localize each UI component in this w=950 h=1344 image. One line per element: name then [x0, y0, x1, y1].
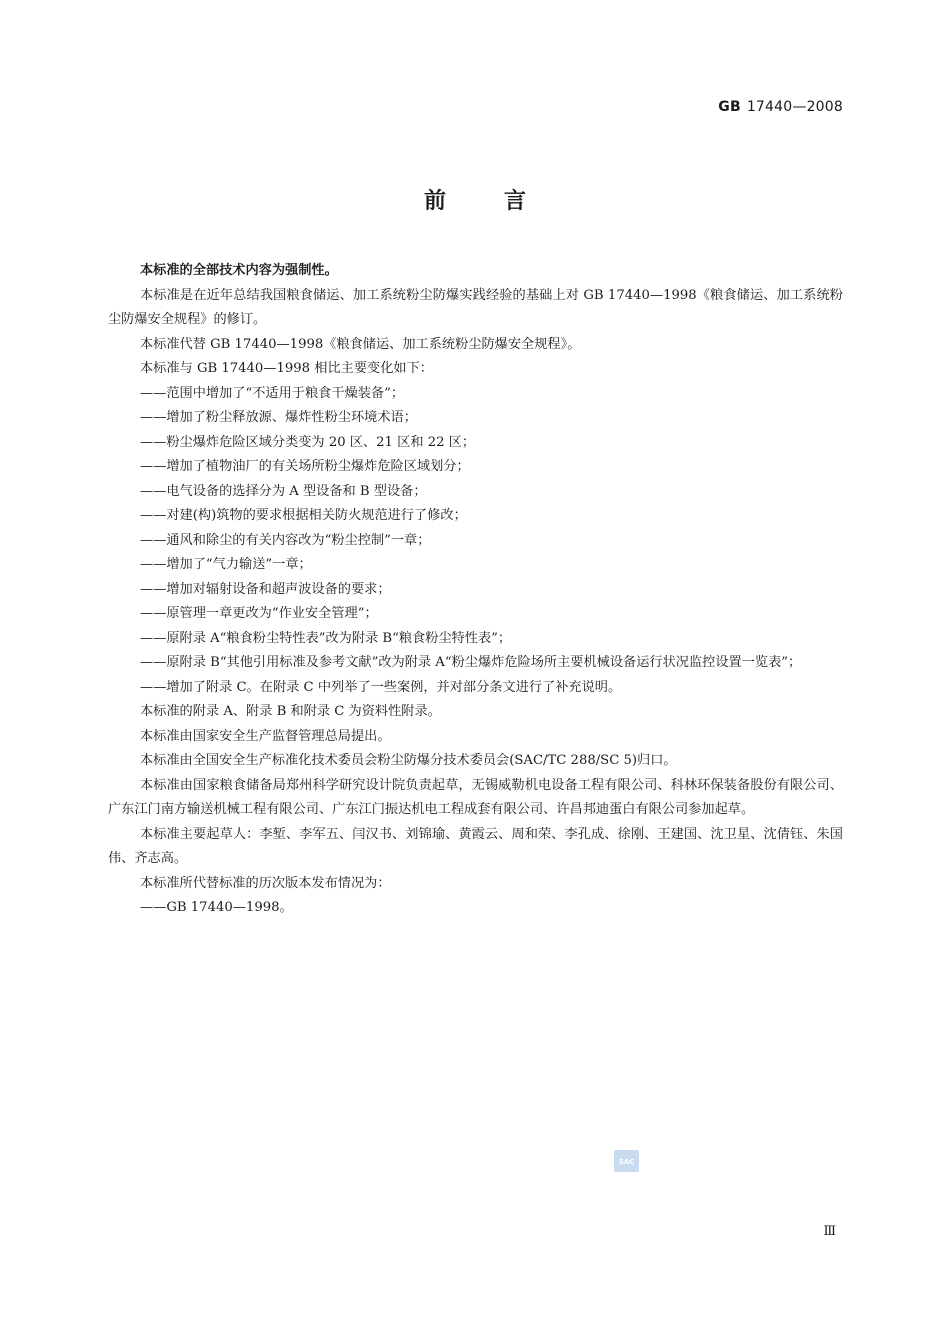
change-item: ——对建(构)筑物的要求根据相关防火规范进行了修改； [140, 508, 467, 523]
change-item: ——增加了粉尘释放源、爆炸性粉尘环境术语； [140, 410, 417, 425]
change-item: ——增加了“气力输送”一章； [140, 557, 312, 572]
change-item: ——增加了植物油厂的有关场所粉尘爆炸危险区域划分； [140, 459, 470, 474]
change-item: ——电气设备的选择分为 A 型设备和 B 型设备； [140, 483, 427, 499]
page-title: 前言 [423, 189, 584, 214]
change-item: ——增加对辐射设备和超声波设备的要求； [140, 581, 391, 597]
change-item: ——原管理一章更改为“作业安全管理”； [140, 606, 378, 621]
paragraph-appendices: 本标准的附录 A、附录 B 和附录 C 为资料性附录。 [140, 704, 441, 719]
paragraph-revision: 本标准是在近年总结我国粮食储运、加工系统粉尘防爆实践经验的基础上对 GB 17440—1998《粮食储运、加工系统粉尘防爆安全规程》的修订。 [108, 287, 843, 327]
paragraph-history-intro: 本标准所代替标准的历次版本发布情况为： [140, 875, 391, 891]
paragraph-replaces: 本标准代替 GB 17440—1998《粮食储运、加工系统粉尘防爆安全规程》。 [140, 336, 581, 352]
standard-prefix: GB [718, 99, 741, 115]
change-item: ——通风和除尘的有关内容改为“粉尘控制”一章； [140, 532, 431, 548]
paragraph-drafters: 本标准主要起草人：李堑、李军五、闫汉书、刘锦瑜、黄霞云、周和荣、李孔成、徐刚、王建国、沈卫星、沈倩钰、朱国伟、齐志高。 [108, 826, 843, 866]
paragraph-drafted-by: 本标准由国家粮食储备局郑州科学研究设计院负责起草，无锡威勒机电设备工程有限公司、科林环保装备股份有限公司、广东江门南方输送机械工程有限公司、广东江门振达机电工程成套有限公司、许昌邦迪蛋白有限公司参加起草。 [108, 777, 843, 817]
mandatory-statement: 本标准的全部技术内容为强制性。 [140, 263, 338, 278]
standard-number: 17440—2008 [746, 99, 843, 115]
standard-code [718, 99, 843, 115]
foreword-body [108, 259, 843, 921]
paragraph-changes-intro: 本标准与 GB 17440—1998 相比主要变化如下： [140, 361, 433, 376]
paragraph-proposed-by: 本标准由国家安全生产监督管理总局提出。 [140, 728, 391, 744]
sac-watermark-logo [614, 1150, 639, 1172]
change-item: ——粉尘爆炸危险区域分类变为 20 区、21 区和 22 区； [140, 434, 476, 450]
change-item: ——原附录 A“粮食粉尘特性表”改为附录 B“粮食粉尘特性表”； [140, 630, 512, 646]
history-item: ——GB 17440—1998。 [140, 900, 293, 915]
sac-logo-text: SAC [618, 1158, 635, 1166]
page-number: Ⅲ [823, 1224, 835, 1239]
change-item: ——原附录 B“其他引用标准及参考文献”改为附录 A“粉尘爆炸危险场所主要机械设备运行状况监控设置一览表”； [140, 655, 802, 670]
paragraph-centralized-by: 本标准由全国安全生产标准化技术委员会粉尘防爆分技术委员会(SAC/TC 288/SC 5)归口。 [140, 753, 677, 768]
change-item: ——增加了附录 C。在附录 C 中列举了一些案例，并对部分条文进行了补充说明。 [140, 679, 622, 695]
change-item: ——范围中增加了“不适用于粮食干燥装备”； [140, 385, 405, 401]
